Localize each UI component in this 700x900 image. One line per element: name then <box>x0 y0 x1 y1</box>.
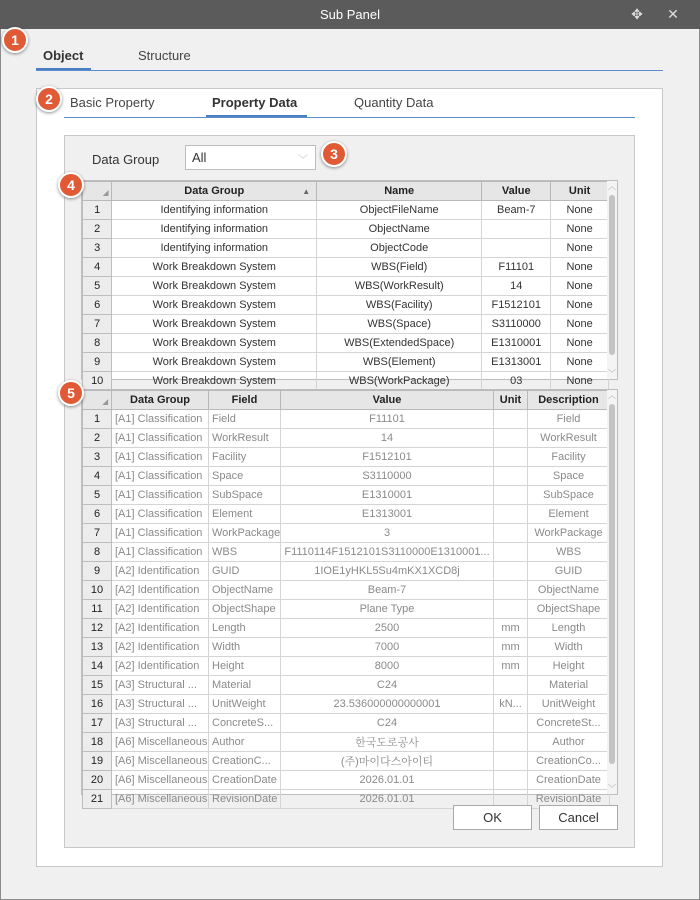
table-row[interactable] <box>83 600 610 619</box>
table-cell[interactable]: Width <box>209 638 281 657</box>
column-header-data-group[interactable] <box>112 182 317 201</box>
table-cell[interactable]: 14 <box>482 277 551 296</box>
table-cell[interactable]: ObjectCode <box>317 239 482 258</box>
table-cell[interactable]: [A6] Miscellaneous <box>112 752 209 771</box>
column-header-value[interactable]: Value <box>281 391 494 410</box>
table-cell[interactable]: 8000 <box>281 657 494 676</box>
row-number-cell[interactable]: 13 <box>83 638 112 657</box>
table-cell[interactable] <box>494 505 528 524</box>
scrollbar-thumb[interactable] <box>609 195 615 355</box>
table-cell[interactable] <box>494 543 528 562</box>
row-number-cell[interactable]: 11 <box>83 600 112 619</box>
table-cell[interactable]: WBS(Element) <box>317 353 482 372</box>
badge-3: 3 <box>321 141 347 167</box>
move-icon[interactable]: ✥ <box>631 6 643 22</box>
table-cell[interactable]: mm <box>494 657 528 676</box>
row-number-cell[interactable]: 10 <box>83 372 112 391</box>
table-cell[interactable]: 한국도로공사 <box>281 733 494 752</box>
table-cell[interactable]: RevisionDate <box>528 790 610 809</box>
table-cell[interactable]: Facility <box>209 448 281 467</box>
table-row[interactable] <box>83 467 610 486</box>
table-cell[interactable]: [A6] Miscellaneous <box>112 790 209 809</box>
table-row[interactable] <box>83 315 609 334</box>
row-number-cell[interactable]: 1 <box>83 410 112 429</box>
table-cell[interactable]: ObjectShape <box>528 600 610 619</box>
table-cell[interactable]: GUID <box>528 562 610 581</box>
table-cell[interactable] <box>494 714 528 733</box>
table-cell[interactable] <box>494 600 528 619</box>
table-cell[interactable]: Material <box>209 676 281 695</box>
table-cell[interactable] <box>494 467 528 486</box>
table-cell[interactable]: Facility <box>528 448 610 467</box>
table-row[interactable] <box>83 771 610 790</box>
table-cell[interactable]: 2026.01.01 <box>281 790 494 809</box>
detail-grid[interactable] <box>81 389 618 805</box>
main-tab-indicator <box>36 68 91 70</box>
title-bar <box>0 0 700 29</box>
table-cell[interactable]: CreationCo... <box>528 752 610 771</box>
table-cell[interactable]: 03 <box>482 372 551 391</box>
table-cell[interactable]: [A3] Structural ... <box>112 714 209 733</box>
table-row[interactable] <box>83 372 609 391</box>
table-cell[interactable]: E1313001 <box>281 505 494 524</box>
row-number-cell[interactable]: 12 <box>83 619 112 638</box>
table-cell[interactable]: None <box>551 239 609 258</box>
table-cell[interactable]: F1512101 <box>482 296 551 315</box>
sort-ascending-icon: ▲ <box>302 187 311 196</box>
table-cell[interactable]: [A2] Identification <box>112 619 209 638</box>
table-cell[interactable] <box>494 410 528 429</box>
detail-header-row <box>83 391 610 410</box>
table-cell[interactable]: Work Breakdown System <box>112 334 317 353</box>
table-cell[interactable]: ConcreteSt... <box>528 714 610 733</box>
table-cell[interactable]: None <box>551 334 609 353</box>
table-cell[interactable]: CreationDate <box>209 771 281 790</box>
main-tabs-divider <box>36 70 663 71</box>
table-cell[interactable]: WBS(Space) <box>317 315 482 334</box>
table-cell[interactable]: E1313001 <box>482 353 551 372</box>
table-cell[interactable]: (주)마이다스아이티 <box>281 752 494 771</box>
scroll-down-icon[interactable]: ﹀ <box>608 369 616 378</box>
table-row[interactable] <box>83 714 610 733</box>
table-cell[interactable]: Length <box>528 619 610 638</box>
table-cell[interactable]: WBS(Facility) <box>317 296 482 315</box>
row-number-cell[interactable]: 19 <box>83 752 112 771</box>
table-cell[interactable]: [A1] Classification <box>112 543 209 562</box>
corner-cell <box>83 391 112 410</box>
table-cell[interactable]: [A1] Classification <box>112 467 209 486</box>
table-cell[interactable]: [A2] Identification <box>112 657 209 676</box>
row-number-cell[interactable]: 6 <box>83 505 112 524</box>
table-cell[interactable]: None <box>551 277 609 296</box>
scrollbar-thumb[interactable] <box>609 404 615 764</box>
table-row[interactable] <box>83 752 610 771</box>
table-cell[interactable]: Height <box>209 657 281 676</box>
table-cell[interactable]: WBS <box>209 543 281 562</box>
row-number-cell[interactable]: 1 <box>83 201 112 220</box>
table-cell[interactable]: SubSpace <box>209 486 281 505</box>
table-cell[interactable] <box>494 771 528 790</box>
table-cell[interactable]: mm <box>494 619 528 638</box>
table-cell[interactable]: [A1] Classification <box>112 486 209 505</box>
table-cell[interactable]: F1110114F1512101S3110000E1310001... <box>281 543 494 562</box>
row-number-cell[interactable]: 14 <box>83 657 112 676</box>
table-cell[interactable]: 2500 <box>281 619 494 638</box>
cancel-button[interactable]: Cancel <box>539 805 618 830</box>
column-header-label: Data Group <box>184 185 245 197</box>
tab-basic-property[interactable]: Basic Property <box>70 95 155 110</box>
table-cell[interactable]: Author <box>209 733 281 752</box>
table-row[interactable] <box>83 524 610 543</box>
row-number-cell[interactable]: 4 <box>83 467 112 486</box>
table-cell[interactable]: [A2] Identification <box>112 562 209 581</box>
table-cell[interactable]: Work Breakdown System <box>112 277 317 296</box>
table-row[interactable] <box>83 733 610 752</box>
table-cell[interactable]: Field <box>528 410 610 429</box>
row-number-cell[interactable]: 17 <box>83 714 112 733</box>
chevron-down-icon: ﹀ <box>298 155 308 166</box>
column-header-unit[interactable]: Unit <box>494 391 528 410</box>
row-number-cell[interactable]: 15 <box>83 676 112 695</box>
table-row[interactable] <box>83 543 610 562</box>
detail-table <box>82 390 610 809</box>
table-cell[interactable]: Beam-7 <box>482 201 551 220</box>
property-grid-scrollbar[interactable] <box>607 181 617 379</box>
tab-structure[interactable]: Structure <box>138 48 191 63</box>
table-row[interactable] <box>83 258 609 277</box>
table-cell[interactable] <box>494 676 528 695</box>
row-number-cell[interactable]: 6 <box>83 296 112 315</box>
table-cell[interactable] <box>494 524 528 543</box>
table-cell[interactable]: [A6] Miscellaneous <box>112 733 209 752</box>
corner-cell <box>83 182 112 201</box>
table-cell[interactable]: ConcreteS... <box>209 714 281 733</box>
table-row[interactable] <box>83 448 610 467</box>
select-all-icon: ◢ <box>103 190 109 197</box>
row-number-cell[interactable]: 2 <box>83 429 112 448</box>
table-row[interactable] <box>83 638 610 657</box>
table-cell[interactable]: Beam-7 <box>281 581 494 600</box>
table-cell[interactable]: Material <box>528 676 610 695</box>
table-cell[interactable]: mm <box>494 638 528 657</box>
table-cell[interactable]: Identifying information <box>112 220 317 239</box>
table-cell[interactable]: F11101 <box>281 410 494 429</box>
table-cell[interactable]: WBS(ExtendedSpace) <box>317 334 482 353</box>
sub-tab-indicator <box>206 115 307 117</box>
table-cell[interactable]: 2026.01.01 <box>281 771 494 790</box>
table-cell[interactable]: [A1] Classification <box>112 448 209 467</box>
table-cell[interactable] <box>494 486 528 505</box>
table-cell[interactable]: F11101 <box>482 258 551 277</box>
table-row[interactable] <box>83 486 610 505</box>
table-cell[interactable]: Field <box>209 410 281 429</box>
table-cell[interactable]: [A2] Identification <box>112 638 209 657</box>
column-header-description[interactable]: Description <box>528 391 610 410</box>
table-cell[interactable]: None <box>551 201 609 220</box>
table-cell[interactable]: [A6] Miscellaneous <box>112 771 209 790</box>
row-number-cell[interactable]: 20 <box>83 771 112 790</box>
row-number-cell[interactable]: 4 <box>83 258 112 277</box>
table-row[interactable] <box>83 581 610 600</box>
table-cell[interactable]: S3110000 <box>281 467 494 486</box>
property-header-row <box>83 182 609 201</box>
table-cell[interactable]: 14 <box>281 429 494 448</box>
table-cell[interactable]: Element <box>209 505 281 524</box>
table-cell[interactable]: E1310001 <box>482 334 551 353</box>
table-cell[interactable]: 3 <box>281 524 494 543</box>
row-number-cell[interactable]: 16 <box>83 695 112 714</box>
table-cell[interactable]: Work Breakdown System <box>112 372 317 391</box>
table-cell[interactable]: [A2] Identification <box>112 600 209 619</box>
row-number-cell[interactable]: 5 <box>83 277 112 296</box>
tab-quantity-data[interactable]: Quantity Data <box>354 95 434 110</box>
table-cell[interactable]: [A1] Classification <box>112 429 209 448</box>
table-cell[interactable]: kN... <box>494 695 528 714</box>
table-cell[interactable]: 7000 <box>281 638 494 657</box>
table-cell[interactable]: 1IOE1yHKL5Su4mKX1XCD8j <box>281 562 494 581</box>
table-cell[interactable]: Work Breakdown System <box>112 258 317 277</box>
data-group-select[interactable] <box>185 145 316 170</box>
table-cell[interactable]: [A3] Structural ... <box>112 695 209 714</box>
table-cell[interactable] <box>482 239 551 258</box>
table-cell[interactable]: WBS(Field) <box>317 258 482 277</box>
table-row[interactable] <box>83 334 609 353</box>
table-cell[interactable]: WorkResult <box>528 429 610 448</box>
property-table <box>82 181 609 391</box>
table-cell[interactable]: None <box>551 353 609 372</box>
table-cell[interactable]: 23.536000000000001 <box>281 695 494 714</box>
table-cell[interactable]: WorkResult <box>209 429 281 448</box>
row-number-cell[interactable]: 3 <box>83 239 112 258</box>
table-row[interactable] <box>83 220 609 239</box>
table-cell[interactable]: WBS <box>528 543 610 562</box>
table-cell[interactable]: Space <box>209 467 281 486</box>
row-number-cell[interactable]: 2 <box>83 220 112 239</box>
column-header-value[interactable]: Value <box>482 182 551 201</box>
table-cell[interactable]: F1512101 <box>281 448 494 467</box>
table-cell[interactable]: C24 <box>281 714 494 733</box>
column-header-unit[interactable]: Unit <box>551 182 609 201</box>
table-cell[interactable]: Work Breakdown System <box>112 296 317 315</box>
table-cell[interactable]: WBS(WorkPackage) <box>317 372 482 391</box>
table-row[interactable] <box>83 239 609 258</box>
table-cell[interactable]: None <box>551 315 609 334</box>
table-cell[interactable]: Work Breakdown System <box>112 353 317 372</box>
table-cell[interactable] <box>494 448 528 467</box>
row-number-cell[interactable]: 3 <box>83 448 112 467</box>
table-cell[interactable]: Space <box>528 467 610 486</box>
table-cell[interactable] <box>482 220 551 239</box>
table-cell[interactable]: ObjectName <box>528 581 610 600</box>
scroll-down-icon[interactable]: ﹀ <box>608 784 616 793</box>
select-all-icon: ◢ <box>102 399 108 406</box>
row-number-cell[interactable]: 7 <box>83 315 112 334</box>
table-row[interactable] <box>83 429 610 448</box>
table-cell[interactable]: ObjectName <box>317 220 482 239</box>
table-cell[interactable]: CreationDate <box>528 771 610 790</box>
table-cell[interactable]: ObjectFileName <box>317 201 482 220</box>
table-cell[interactable] <box>494 562 528 581</box>
table-cell[interactable]: GUID <box>209 562 281 581</box>
row-number-cell[interactable]: 10 <box>83 581 112 600</box>
scroll-up-icon[interactable]: ︿ <box>608 182 616 191</box>
close-icon[interactable]: ✕ <box>667 6 679 22</box>
table-cell[interactable]: SubSpace <box>528 486 610 505</box>
table-cell[interactable] <box>494 429 528 448</box>
table-cell[interactable]: ObjectShape <box>209 600 281 619</box>
table-row[interactable] <box>83 201 609 220</box>
table-row[interactable] <box>83 410 610 429</box>
table-cell[interactable] <box>494 581 528 600</box>
table-cell[interactable] <box>494 752 528 771</box>
table-cell[interactable]: WorkPackage <box>209 524 281 543</box>
table-cell[interactable]: Element <box>528 505 610 524</box>
ok-button[interactable]: OK <box>453 805 532 830</box>
table-cell[interactable]: [A2] Identification <box>112 581 209 600</box>
tab-object[interactable]: Object <box>43 48 84 63</box>
table-cell[interactable]: ObjectName <box>209 581 281 600</box>
table-cell[interactable]: Work Breakdown System <box>112 315 317 334</box>
table-cell[interactable]: [A1] Classification <box>112 505 209 524</box>
data-group-label: Data Group <box>92 152 160 167</box>
row-number-cell[interactable]: 21 <box>83 790 112 809</box>
column-header-field[interactable]: Field <box>209 391 281 410</box>
badge-5: 5 <box>58 380 84 406</box>
table-cell[interactable]: [A1] Classification <box>112 410 209 429</box>
table-cell[interactable]: Length <box>209 619 281 638</box>
row-number-cell[interactable]: 9 <box>83 353 112 372</box>
table-cell[interactable]: WBS(WorkResult) <box>317 277 482 296</box>
table-cell[interactable]: None <box>551 220 609 239</box>
row-number-cell[interactable]: 8 <box>83 543 112 562</box>
table-cell[interactable]: WorkPackage <box>528 524 610 543</box>
column-header-data-group[interactable]: Data Group <box>112 391 209 410</box>
table-cell[interactable]: Width <box>528 638 610 657</box>
table-row[interactable] <box>83 657 610 676</box>
scroll-up-icon[interactable]: ︿ <box>608 391 616 400</box>
row-number-cell[interactable]: 7 <box>83 524 112 543</box>
table-cell[interactable]: S3110000 <box>482 315 551 334</box>
row-number-cell[interactable]: 8 <box>83 334 112 353</box>
table-cell[interactable]: [A1] Classification <box>112 524 209 543</box>
row-number-cell[interactable]: 9 <box>83 562 112 581</box>
row-number-cell[interactable]: 18 <box>83 733 112 752</box>
detail-grid-scrollbar[interactable] <box>607 390 617 794</box>
table-cell[interactable]: None <box>551 258 609 277</box>
table-row[interactable] <box>83 505 610 524</box>
table-cell[interactable]: C24 <box>281 676 494 695</box>
data-group-select-value: All <box>192 150 207 165</box>
table-row[interactable] <box>83 296 609 315</box>
table-cell[interactable] <box>494 733 528 752</box>
sub-tabs-divider <box>64 117 635 118</box>
tab-property-data[interactable]: Property Data <box>212 95 298 110</box>
column-header-name[interactable]: Name <box>317 182 482 201</box>
table-cell[interactable]: CreationC... <box>209 752 281 771</box>
row-number-cell[interactable]: 5 <box>83 486 112 505</box>
table-cell[interactable]: UnitWeight <box>528 695 610 714</box>
badge-2: 2 <box>36 86 62 112</box>
table-row[interactable] <box>83 562 610 581</box>
table-row[interactable] <box>83 619 610 638</box>
table-cell[interactable]: Identifying information <box>112 201 317 220</box>
table-cell[interactable]: None <box>551 372 609 391</box>
table-row[interactable] <box>83 676 610 695</box>
table-cell[interactable]: Plane Type <box>281 600 494 619</box>
badge-1: 1 <box>2 27 28 53</box>
table-cell[interactable]: None <box>551 296 609 315</box>
table-row[interactable] <box>83 695 610 714</box>
table-cell[interactable]: E1310001 <box>281 486 494 505</box>
window-title: Sub Panel <box>320 7 380 22</box>
table-cell[interactable]: RevisionDate <box>209 790 281 809</box>
table-cell[interactable]: Identifying information <box>112 239 317 258</box>
table-cell[interactable]: Height <box>528 657 610 676</box>
badge-4: 4 <box>58 172 84 198</box>
table-cell[interactable]: [A3] Structural ... <box>112 676 209 695</box>
table-cell[interactable]: Author <box>528 733 610 752</box>
property-grid[interactable] <box>81 180 618 387</box>
table-row[interactable] <box>83 277 609 296</box>
table-cell[interactable]: UnitWeight <box>209 695 281 714</box>
table-row[interactable] <box>83 353 609 372</box>
